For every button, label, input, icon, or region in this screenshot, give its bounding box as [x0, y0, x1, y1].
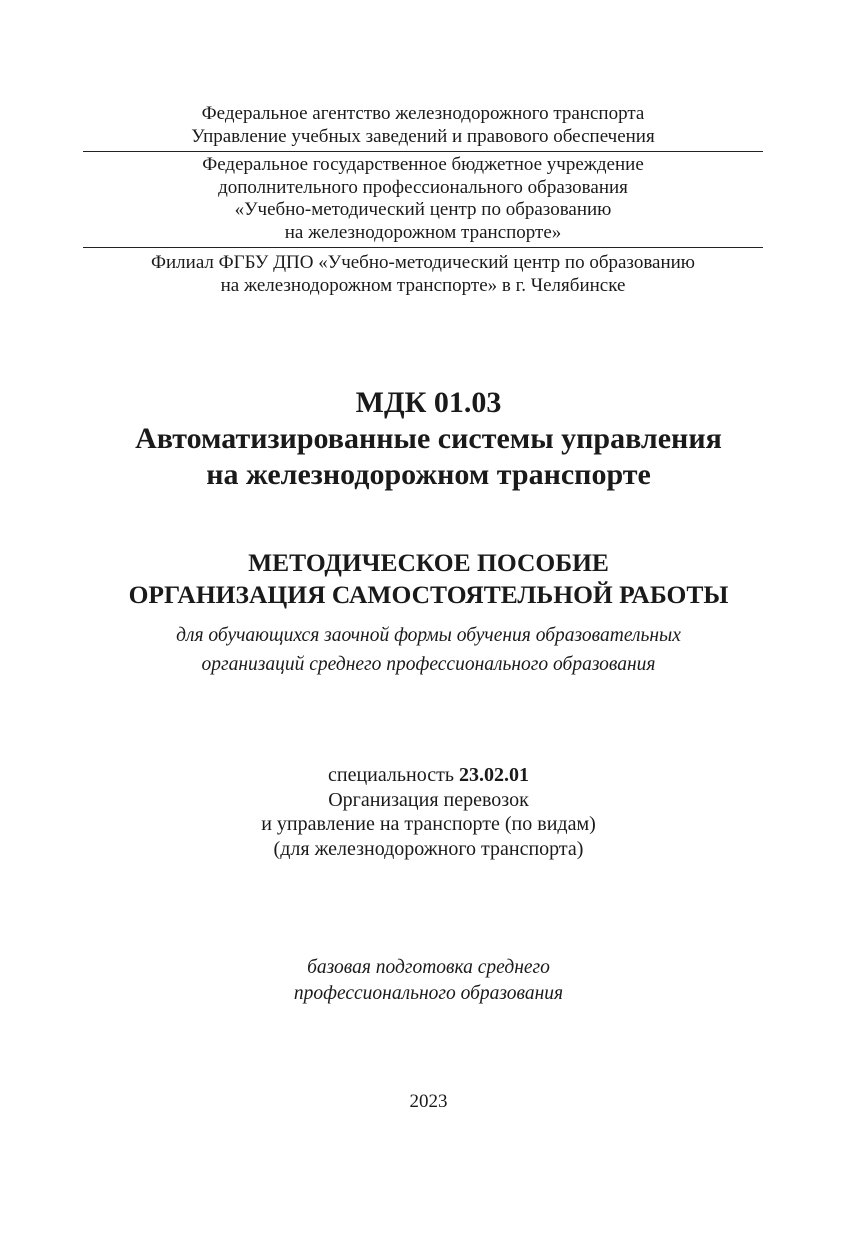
- publication-year: 2023: [409, 1091, 448, 1112]
- institution-line: на железнодорожном транспорте»: [284, 221, 562, 243]
- divider-line: [83, 247, 763, 248]
- specialty-label: специальность: [328, 764, 454, 786]
- audience-line: организаций среднего профессионального образования: [201, 654, 656, 675]
- audience-line: для обучающихся заочной формы обучения образовательных: [176, 625, 681, 646]
- audience-note: [60, 621, 797, 679]
- institution-block: [83, 154, 763, 244]
- specialty-line: и управление на транспорте (по видам): [261, 813, 596, 835]
- course-title-line: на железнодорожном транспорте: [206, 458, 651, 491]
- specialty-block: [60, 763, 797, 861]
- divider-line: [83, 151, 763, 152]
- training-level: [60, 955, 797, 1006]
- institution-line: дополнительного профессионального образования: [218, 176, 628, 198]
- manual-title: [60, 547, 797, 611]
- specialty-line: Организация перевозок: [328, 788, 529, 811]
- agency-name: Федеральное агентство железнодорожного транспорта: [201, 103, 645, 124]
- specialty-line: (для железнодорожного транспорта): [273, 837, 584, 860]
- institution-line: «Учебно-методический центр по образованию: [234, 199, 612, 220]
- course-title-line: Автоматизированные системы управления: [135, 422, 722, 455]
- manual-title-line: МЕТОДИЧЕСКОЕ ПОСОБИЕ: [248, 548, 609, 577]
- institution-line: Федеральное государственное бюджетное учреждение: [202, 154, 644, 175]
- course-title: [60, 385, 797, 493]
- agency-block: [83, 103, 763, 148]
- training-level-line: профессионального образования: [293, 982, 564, 1004]
- course-code: МДК 01.03: [355, 386, 502, 419]
- training-level-line: базовая подготовка среднего: [307, 957, 550, 978]
- specialty-heading: [60, 763, 797, 788]
- branch-line: Филиал ФГБУ ДПО «Учебно-методический центр по образованию: [150, 252, 695, 273]
- department-name: Управление учебных заведений и правового обеспечения: [191, 125, 655, 147]
- branch-block: [83, 252, 763, 297]
- branch-line: на железнодорожном транспорте» в г. Челябинске: [220, 274, 626, 296]
- manual-title-line: ОРГАНИЗАЦИЯ САМОСТОЯТЕЛЬНОЙ РАБОТЫ: [128, 580, 729, 609]
- specialty-code: 23.02.01: [458, 764, 529, 786]
